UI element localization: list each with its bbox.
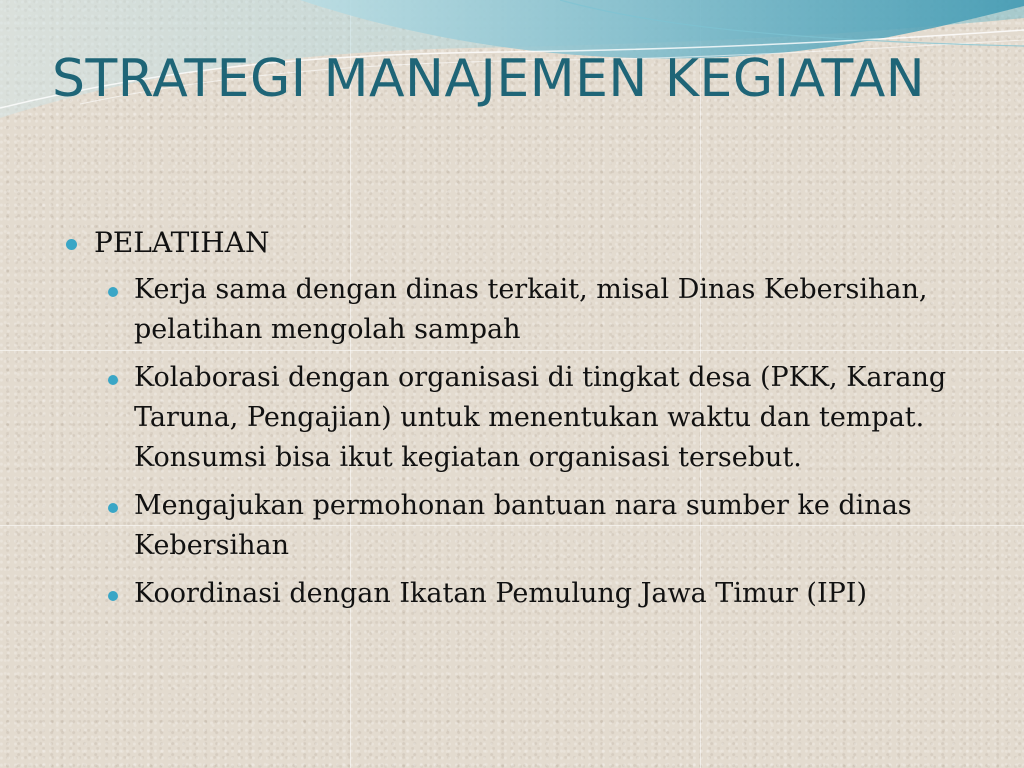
list-item <box>104 358 964 478</box>
bullet-icon <box>108 287 118 297</box>
bullet-icon <box>66 239 77 250</box>
bullet-icon <box>108 503 118 513</box>
content-area <box>64 224 964 622</box>
list-item-heading <box>64 224 964 262</box>
list-item <box>104 486 964 566</box>
list-item <box>104 270 964 350</box>
bullet-icon <box>108 591 118 601</box>
list-item <box>104 574 964 614</box>
slide-title: STRATEGI MANAJEMEN KEGIATAN <box>52 49 926 109</box>
sub-list <box>64 270 964 614</box>
list-item-text: Kerja sama dengan dinas terkait, misal Dinas Kebersihan, pelatihan mengolah sampah <box>134 274 928 345</box>
list-item-text: Kolaborasi dengan organisasi di tingkat desa (PKK, Karang Taruna, Pengajian) untuk menentukan waktu dan tempat. Konsumsi bisa ikut kegiatan organisasi tersebut. <box>134 362 947 473</box>
list-item-text: Koordinasi dengan Ikatan Pemulung Jawa Timur (IPI) <box>134 578 867 609</box>
list-item-text: Mengajukan permohonan bantuan nara sumber ke dinas Kebersihan <box>134 490 912 561</box>
heading-label: PELATIHAN <box>94 226 270 259</box>
bullet-icon <box>108 375 118 385</box>
